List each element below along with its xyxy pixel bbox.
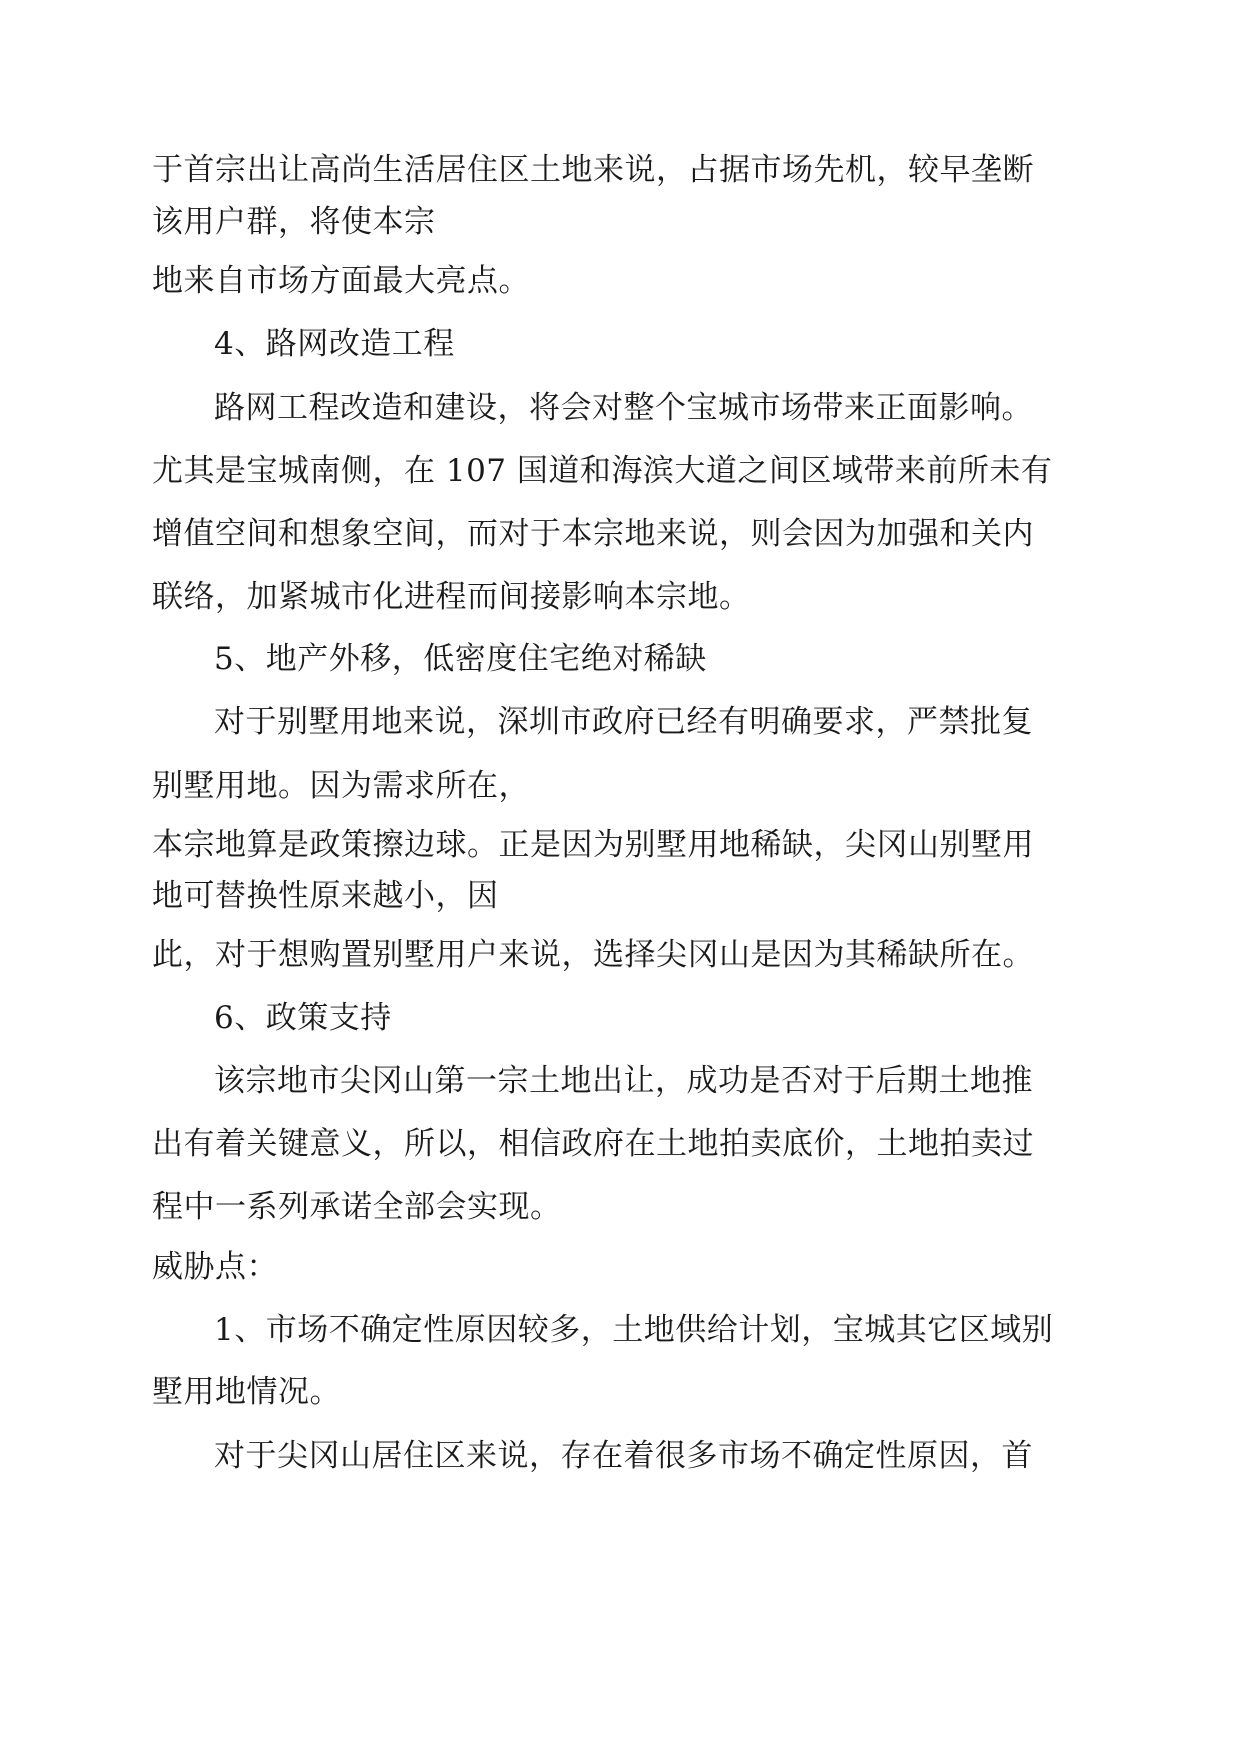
body-text-line: 程中一系列承诺全部会实现。 — [152, 1189, 562, 1225]
section-heading: 威胁点： — [152, 1249, 278, 1285]
section-heading: 5、地产外移，低密度住宅绝对稀缺 — [214, 641, 707, 677]
body-text-line: 尤其是宝城南侧，在 107 国道和海滨大道之间区域带来前所未有 — [152, 453, 1053, 489]
body-text-line: 别墅用地。因为需求所在， — [152, 768, 530, 804]
body-text-line: 增值空间和想象空间，而对于本宗地来说，则会因为加强和关内 — [152, 516, 1034, 552]
body-text-line: 地来自市场方面最大亮点。 — [152, 263, 530, 299]
body-text-line: 此，对于想购置别墅用户来说，选择尖冈山是因为其稀缺所在。 — [152, 937, 1034, 973]
body-text-line: 联络，加紧城市化进程而间接影响本宗地。 — [152, 579, 751, 615]
body-text-line: 该用户群，将使本宗 — [152, 204, 436, 240]
body-text-line: 对于尖冈山居住区来说，存在着很多市场不确定性原因，首 — [214, 1438, 1033, 1474]
section-heading: 4、路网改造工程 — [214, 326, 455, 362]
body-text-line: 墅用地情况。 — [152, 1374, 341, 1410]
body-text-line: 本宗地算是政策擦边球。正是因为别墅用地稀缺，尖冈山别墅用 — [152, 827, 1034, 863]
body-text-line: 对于别墅用地来说，深圳市政府已经有明确要求，严禁批复 — [214, 704, 1033, 740]
body-text-line: 路网工程改造和建设，将会对整个宝城市场带来正面影响。 — [214, 390, 1033, 426]
body-text-line: 出有着关键意义，所以，相信政府在土地拍卖底价，土地拍卖过 — [152, 1126, 1034, 1162]
body-text-line: 1、市场不确定性原因较多，土地供给计划，宝城其它区域别 — [214, 1312, 1054, 1348]
body-text-line: 于首宗出让高尚生活居住区土地来说，占据市场先机，较早垄断 — [152, 152, 1034, 188]
section-heading: 6、政策支持 — [214, 1000, 392, 1036]
body-text-line: 地可替换性原来越小，因 — [152, 878, 499, 914]
body-text-line: 该宗地市尖冈山第一宗土地出让，成功是否对于后期土地推 — [214, 1063, 1033, 1099]
